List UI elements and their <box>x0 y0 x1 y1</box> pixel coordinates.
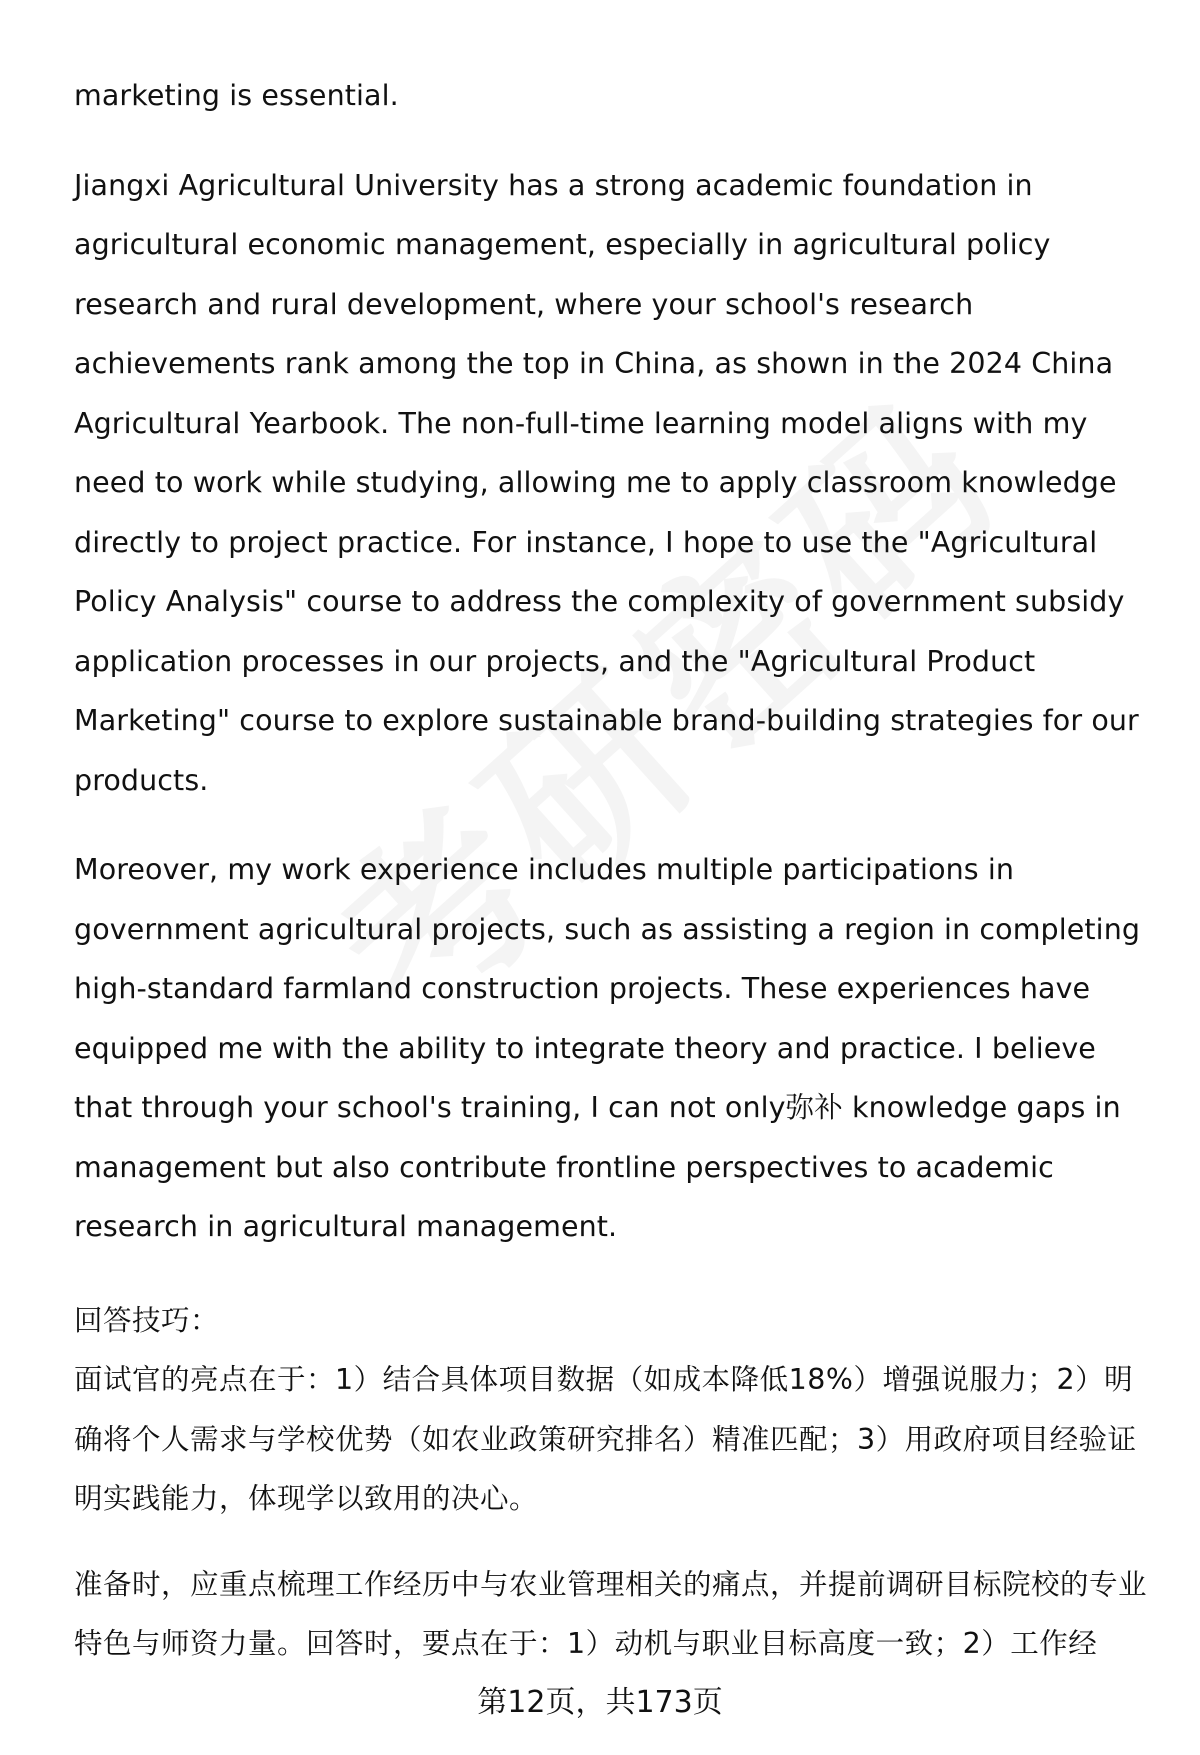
tips-heading: 回答技巧： <box>74 1303 220 1337</box>
paragraph-university-foundation: Jiangxi Agricultural University has a strong academic foundation in agricultural economic management, especially in agricultural policy research and rural development, where your school's research achievements rank among the top in China, as shown in the 2024 China Agricultural Yearbook. The non-full-time learning model aligns with my need to work while studying, allowing me to apply classroom knowledge directly to project practice. For instance, I hope to use the "Agricultural Policy Analysis" course to address the complexity of government subsidy application processes in our projects, and the "Agricultural Product Marketing" course to explore sustainable brand-building strategies for our products. <box>74 168 1139 797</box>
page-number-footer: 第12页，共173页 <box>477 1685 723 1720</box>
document-body <box>74 66 1154 1674</box>
tips-body: 面试官的亮点在于：1）结合具体项目数据（如成本降低18%）增强说服力；2）明确将个人需求与学校优势（如农业政策研究排名）精准匹配；3）用政府项目经验证明实践能力，体现学以致用的决心。 <box>74 1363 1137 1515</box>
paragraph-work-experience: Moreover, my work experience includes multiple participations in government agricultural projects, such as assisting a region in completing high-standard farmland construction projects. These experiences have equipped me with the ability to integrate theory and practice. I believe that through your school's training, I can not only弥补 knowledge gaps in management but also contribute frontline perspectives to academic research in agricultural management. <box>74 853 1141 1243</box>
preparation-paragraph: 准备时，应重点梳理工作经历中与农业管理相关的痛点，并提前调研目标院校的专业特色与师资力量。回答时，要点在于：1）动机与职业目标高度一致；2）工作经 <box>74 1567 1148 1660</box>
paragraph-continuation: marketing is essential. <box>74 79 399 112</box>
